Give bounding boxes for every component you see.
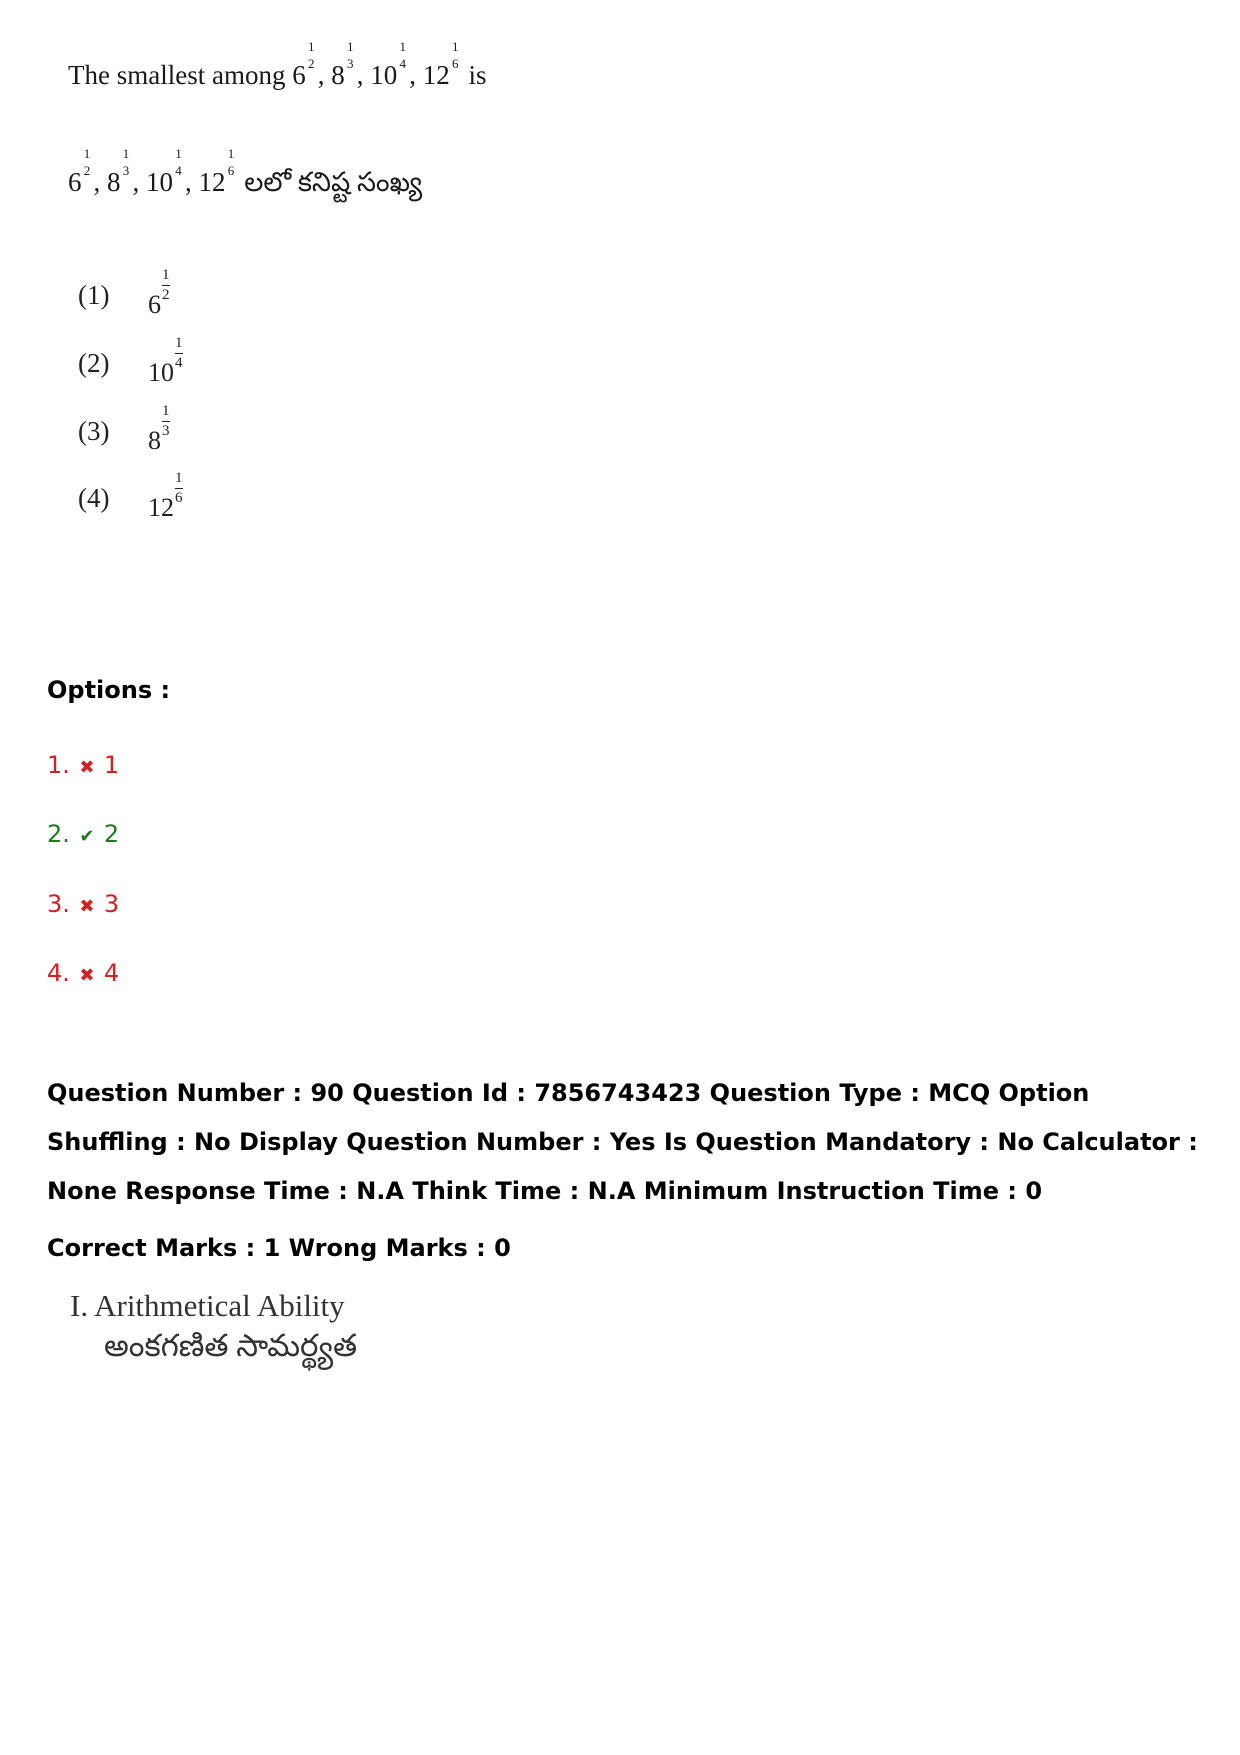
choice-item (78, 403, 378, 466)
question-english-line (68, 39, 588, 90)
exponent-fraction (346, 39, 355, 88)
power-base: 6 (68, 167, 82, 197)
power-term (331, 39, 355, 90)
exponent-denominator: 4 (175, 163, 182, 178)
exponent-fraction (162, 268, 170, 303)
question-english-suffix: is (468, 60, 487, 90)
choice-value (148, 267, 170, 320)
exponent-numerator: 1 (175, 335, 183, 351)
exponent-denominator: 6 (175, 490, 183, 506)
cross-icon: ✖ (79, 896, 95, 917)
power-base: 12 (198, 167, 226, 197)
choice-label: (3) (78, 416, 110, 446)
question-details: Question Number : 90 Question Id : 7856743423 Question Type : MCQ Option Shuffling : No Display Question Number : Yes Is Question Mandatory : No Calculator : None Response Time : N.A Think Time : N.A Minimum Instruction Time : 0 (47, 1079, 1198, 1205)
exponent-fraction (162, 404, 170, 439)
power-term (68, 146, 92, 197)
options-title: Options : (47, 676, 171, 704)
exponent-denominator: 6 (451, 56, 459, 71)
power-base: 8 (331, 60, 345, 90)
section-title-english: I. Arithmetical Ability (70, 1288, 345, 1323)
check-icon: ✔ (79, 826, 95, 847)
section-title-telugu: అంకగణిత సామర్థ్యత (104, 1328, 358, 1363)
term-separator: , (132, 167, 146, 197)
cross-icon: ✖ (79, 757, 95, 778)
exponent-fraction (122, 146, 131, 195)
exponent-numerator: 1 (227, 146, 235, 161)
exponent-fraction (175, 336, 183, 371)
exponent-fraction (83, 146, 92, 195)
exponent-fraction (175, 471, 183, 506)
choice-value (148, 403, 170, 456)
power-base: 6 (292, 60, 306, 90)
choice-item (78, 470, 378, 533)
power-term (370, 39, 407, 90)
choice-label: (1) (78, 280, 110, 310)
option-value: 3 (103, 890, 120, 918)
exponent-denominator: 3 (346, 56, 354, 71)
choice-value (148, 335, 183, 388)
exponent-denominator: 2 (162, 287, 170, 303)
term-separator: , (356, 60, 371, 90)
exponent-numerator: 1 (346, 39, 354, 54)
power-base: 8 (148, 426, 161, 455)
exponent-numerator: 1 (162, 403, 170, 419)
option-item (47, 959, 119, 987)
term-separator: , (317, 60, 332, 90)
question-image (68, 39, 588, 197)
choice-item (78, 267, 378, 330)
marks-info: Correct Marks : 1 Wrong Marks : 0 (47, 1234, 511, 1262)
term-separator: , (409, 60, 423, 90)
option-value: 2 (103, 820, 120, 848)
exponent-fraction (451, 39, 460, 88)
term-separator: , (93, 167, 107, 197)
exponent-denominator: 3 (122, 163, 130, 178)
fraction-bar (162, 285, 170, 286)
option-item (47, 890, 119, 918)
question-english-prefix: The smallest among (68, 60, 286, 90)
exponent-fraction (227, 146, 236, 195)
power-term (422, 39, 460, 90)
power-base: 6 (148, 290, 161, 319)
exponent-denominator: 2 (307, 56, 315, 71)
exponent-numerator: 1 (83, 146, 91, 161)
exponent-fraction (398, 39, 407, 88)
exponent-denominator: 2 (83, 163, 91, 178)
power-term (146, 146, 183, 197)
exponent-numerator: 1 (307, 39, 315, 54)
question-telugu-line (68, 146, 588, 197)
option-item (47, 820, 119, 848)
exponent-numerator: 1 (399, 39, 406, 54)
exponent-denominator: 4 (399, 56, 406, 71)
exponent-numerator: 1 (175, 146, 182, 161)
exponent-numerator: 1 (162, 267, 170, 283)
choice-label: (4) (78, 483, 110, 513)
power-base: 12 (148, 493, 174, 522)
choice-label: (2) (78, 348, 110, 378)
exponent-numerator: 1 (451, 39, 459, 54)
choice-value (148, 470, 183, 523)
fraction-bar (175, 353, 183, 354)
exponent-denominator: 6 (227, 163, 235, 178)
fraction-bar (162, 421, 170, 422)
power-base: 8 (107, 167, 121, 197)
choice-item (78, 335, 378, 398)
power-term (292, 39, 316, 90)
option-value: 1 (103, 751, 120, 779)
power-base: 12 (422, 60, 450, 90)
term-separator: , (185, 167, 199, 197)
option-index: 2. (47, 820, 70, 848)
exponent-fraction (307, 39, 316, 88)
exponent-fraction (174, 146, 183, 195)
power-term (107, 146, 131, 197)
power-base: 10 (370, 60, 398, 90)
option-item (47, 751, 119, 779)
fraction-bar (175, 488, 183, 489)
option-index: 3. (47, 890, 70, 918)
power-term (198, 146, 236, 197)
exponent-numerator: 1 (122, 146, 130, 161)
section-heading (70, 1288, 357, 1371)
cross-icon: ✖ (79, 965, 95, 986)
question-telugu-suffix: లలో కనిష్ట సంఖ్య (244, 167, 423, 197)
exponent-denominator: 4 (175, 355, 183, 371)
power-base: 10 (146, 167, 173, 197)
option-index: 1. (47, 751, 70, 779)
exponent-numerator: 1 (175, 470, 183, 486)
option-index: 4. (47, 959, 70, 987)
option-value: 4 (103, 959, 120, 987)
power-base: 10 (148, 358, 174, 387)
exponent-denominator: 3 (162, 423, 170, 439)
